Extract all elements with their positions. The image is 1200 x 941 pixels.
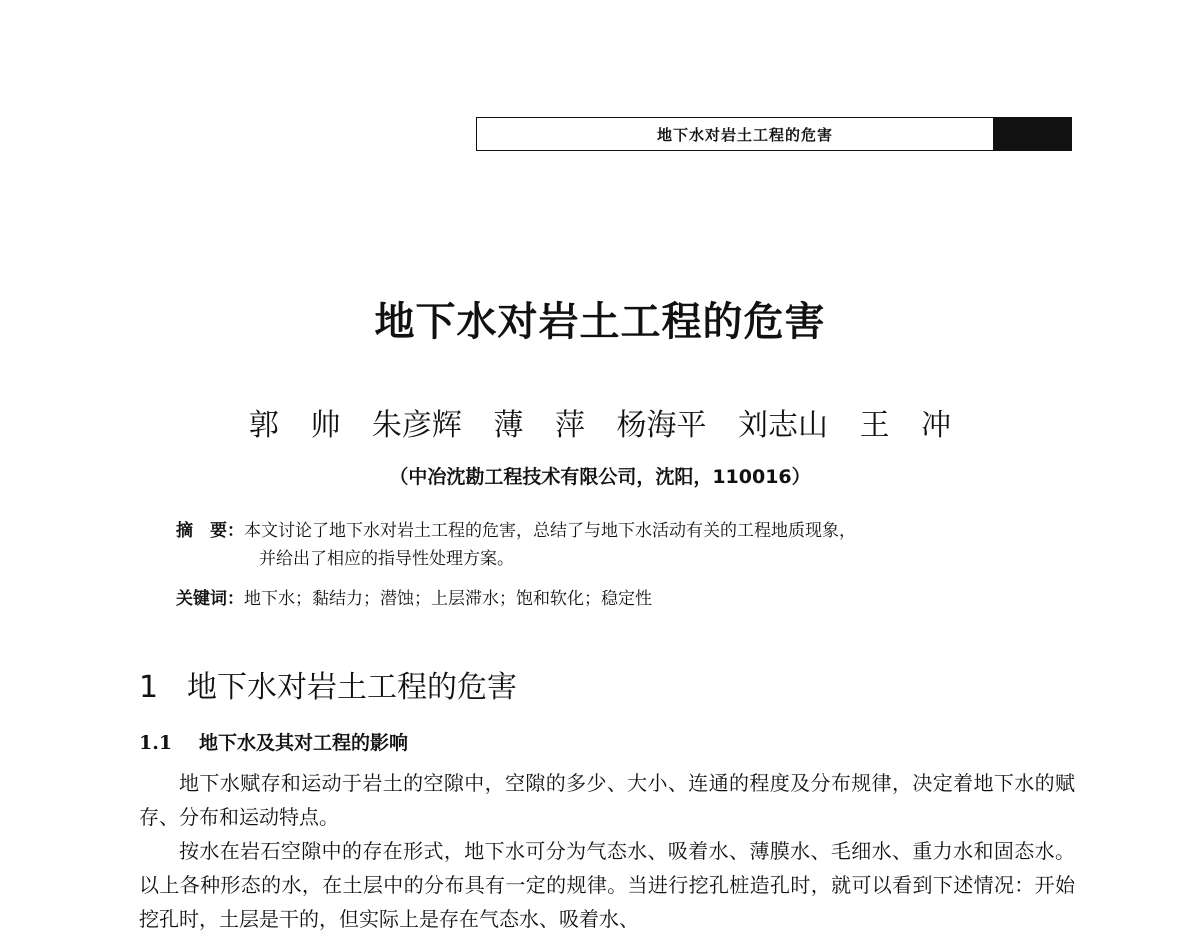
paragraph-2: 按水在岩石空隙中的存在形式，地下水可分为气态水、吸着水、薄膜水、毛细水、重力水和固态水。以上各种形态的水，在土层中的分布具有一定的规律。当进行挖孔桩造孔时，就可以看到下述情况：开始挖孔时，土层是干的，但实际上是存在气态水、吸着水、 [139,839,1075,931]
subsection-number: 1.1 [139,732,173,754]
body-text [139,766,1075,936]
running-header [476,117,1072,151]
author-list: 郭 帅 朱彦辉 薄 萍 杨海平 刘志山 王 冲 [248,408,952,443]
keywords-label: 关键词： [176,589,244,609]
subsection-heading [139,728,408,755]
abstract-text-1: 本文讨论了地下水对岩土工程的危害，总结了与地下水活动有关的工程地质现象， [244,521,856,541]
section-title: 地下水对岩土工程的危害 [187,670,517,705]
section-heading [139,662,517,706]
section-number: 1 [139,670,159,705]
paragraph-1: 地下水赋存和运动于岩土的空隙中，空隙的多少、大小、连通的程度及分布规律，决定着地下水的赋存、分布和运动特点。 [139,771,1075,829]
keywords-text: 地下水；黏结力；潜蚀；上层滞水；饱和软化；稳定性 [244,589,652,609]
abstract-line-1 [176,517,1056,545]
running-header-text: 地下水对岩土工程的危害 [656,125,833,144]
keywords [176,585,652,613]
abstract-line-2: 并给出了相应的指导性处理方案。 [259,549,514,569]
subsection-title: 地下水及其对工程的影响 [199,732,409,754]
affiliation: （中冶沈勘工程技术有限公司，沈阳，110016） [389,466,811,488]
abstract-label: 摘 要： [176,521,244,541]
abstract [176,517,1056,573]
running-header-black-block [993,118,1071,150]
paper-title: 地下水对岩土工程的危害 [374,298,826,345]
